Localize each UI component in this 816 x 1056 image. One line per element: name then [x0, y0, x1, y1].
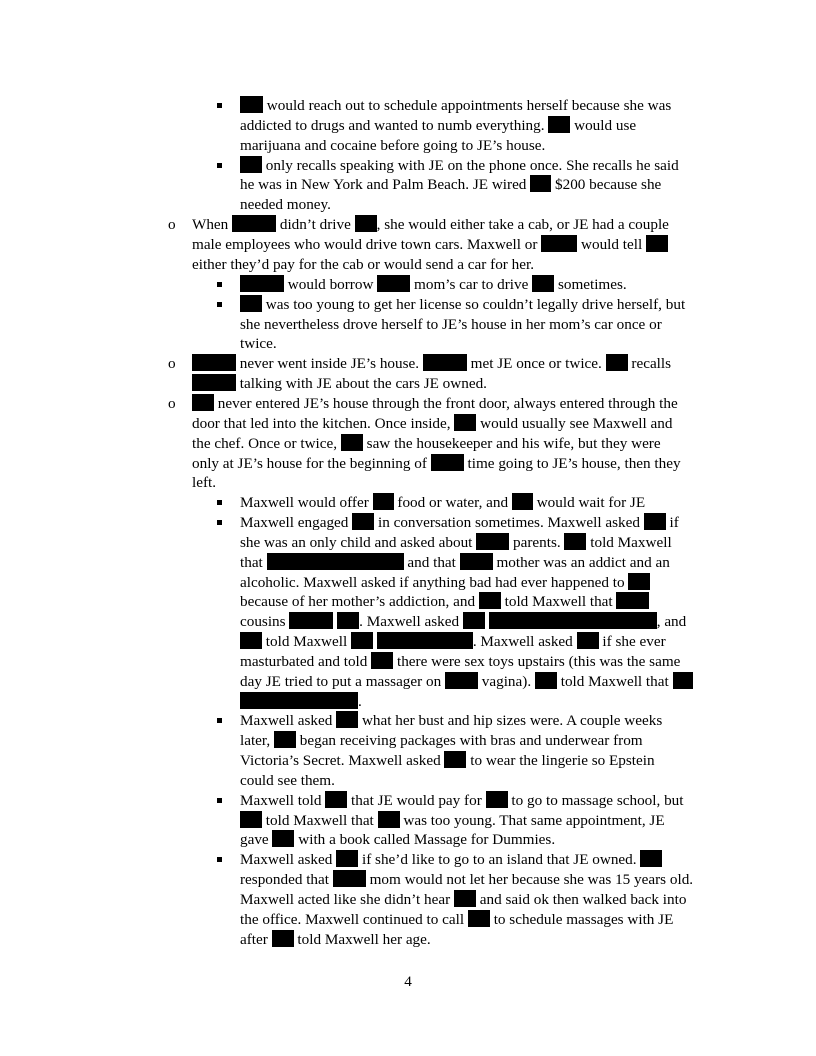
text-line: [240, 513, 679, 533]
text-run: Maxwell would offer: [240, 494, 369, 511]
redaction-bar: [564, 533, 586, 550]
redaction-bar: [267, 553, 404, 570]
text-run: told Maxwell that: [560, 673, 669, 690]
text-line: [192, 215, 669, 235]
text-run: either they’d pay for the cab or would send a car for her.: [192, 256, 534, 273]
redaction-bar: [240, 632, 262, 649]
redaction-bar: [240, 811, 262, 828]
hollow-circle-bullet-icon: o: [168, 395, 176, 412]
redaction-bar: [616, 592, 649, 609]
text-run: needed money.: [240, 196, 331, 213]
text-run: Maxwell asked: [240, 712, 333, 729]
text-line: [240, 811, 665, 831]
text-run: told Maxwell that: [504, 593, 613, 610]
text-line: [240, 652, 680, 672]
redaction-bar: [489, 612, 657, 629]
text-run: would wait for JE: [536, 494, 646, 511]
redaction-bar: [454, 890, 476, 907]
text-run: because of her mother’s addiction, and: [240, 593, 476, 610]
text-run: would borrow: [287, 276, 374, 293]
text-run: told Maxwell: [265, 633, 348, 650]
square-bullet-icon: [217, 500, 222, 505]
text-run: cousins: [240, 613, 286, 630]
redaction-bar: [371, 652, 393, 669]
text-line: [240, 850, 662, 870]
redaction-bar: [336, 711, 358, 728]
redaction-bar: [240, 692, 358, 709]
text-line: [240, 692, 362, 712]
text-run: and said ok then walked back into: [479, 891, 687, 908]
redaction-bar: [673, 672, 693, 689]
text-run: didn’t drive: [279, 216, 351, 233]
text-run: , she would either take a cab, or JE had a couple: [376, 216, 669, 233]
text-line: [240, 175, 661, 195]
redaction-bar: [454, 414, 476, 431]
redaction-bar: [352, 513, 374, 530]
text-run: masturbated and told: [240, 653, 368, 670]
redaction-bar: [325, 791, 347, 808]
text-run: time going to JE’s house, then they: [467, 455, 681, 472]
text-run: saw the housekeeper and his wife, but they were: [366, 435, 661, 452]
text-run: she was an only child and asked about: [240, 534, 473, 551]
text-run: met JE once or twice.: [470, 355, 602, 372]
text-run: would usually see Maxwell and: [480, 415, 673, 432]
text-run: what her bust and hip sizes were. A couple weeks: [361, 712, 663, 729]
text-run: .: [358, 693, 362, 710]
redaction-bar: [377, 275, 410, 292]
text-run: Maxwell told: [240, 792, 322, 809]
text-run: that: [240, 554, 263, 571]
text-run: was too young to get her license so couldn’t legally drive herself, but: [265, 296, 686, 313]
text-line: [240, 493, 645, 513]
text-run: day JE tried to put a massager on: [240, 673, 442, 690]
text-line: [192, 374, 487, 394]
text-run: mom’s car to drive: [414, 276, 529, 293]
text-line: [240, 890, 686, 910]
text-line: [240, 136, 545, 156]
text-line: [192, 414, 672, 434]
text-run: . Maxwell asked: [359, 613, 460, 630]
text-run: with a book called Massage for Dummies.: [298, 831, 556, 848]
square-bullet-icon: [217, 798, 222, 803]
text-run: twice.: [240, 335, 277, 352]
redaction-bar: [240, 96, 263, 113]
text-line: [192, 255, 534, 275]
text-run: later,: [240, 732, 271, 749]
text-run: began receiving packages with bras and underwear from: [299, 732, 643, 749]
text-run: if she ever: [602, 633, 666, 650]
text-line: [240, 295, 685, 315]
redaction-bar: [240, 275, 284, 292]
redaction-bar: [512, 493, 533, 510]
text-run: Victoria’s Secret. Maxwell asked: [240, 752, 441, 769]
redaction-bar: [337, 612, 359, 629]
hollow-circle-bullet-icon: o: [168, 355, 176, 372]
redaction-bar: [272, 930, 294, 947]
square-bullet-icon: [217, 718, 222, 723]
text-line: [240, 96, 671, 116]
redaction-bar: [468, 910, 490, 927]
text-run: talking with JE about the cars JE owned.: [239, 375, 487, 392]
text-run: Maxwell engaged: [240, 514, 349, 531]
text-line: [240, 592, 649, 612]
redaction-bar: [486, 791, 508, 808]
redaction-bar: [646, 235, 668, 252]
text-line: [192, 454, 681, 474]
text-run: food or water, and: [397, 494, 509, 511]
text-line: [240, 156, 679, 176]
text-run: , and: [656, 613, 687, 630]
text-run: mom would not let her because she was 15 years old.: [369, 871, 694, 888]
redaction-bar: [460, 553, 493, 570]
text-line: [240, 632, 666, 652]
text-line: [240, 195, 331, 215]
text-line: [240, 553, 670, 573]
text-line: [240, 930, 431, 950]
redaction-bar: [532, 275, 554, 292]
text-run: When: [192, 216, 229, 233]
text-line: [192, 434, 661, 454]
redaction-bar: [351, 632, 373, 649]
text-run: to schedule massages with JE: [493, 911, 674, 928]
text-run: told Maxwell her age.: [297, 931, 431, 948]
square-bullet-icon: [217, 163, 222, 168]
text-line: [240, 751, 655, 771]
text-line: [240, 275, 627, 295]
text-run: that JE would pay for: [351, 792, 482, 809]
text-line: [240, 573, 650, 593]
redaction-bar: [377, 632, 473, 649]
text-line: [240, 870, 693, 890]
text-run: responded that: [240, 871, 329, 888]
redaction-bar: [445, 672, 478, 689]
redaction-bar: [240, 295, 262, 312]
text-line: [240, 533, 672, 553]
text-run: . Maxwell asked: [472, 633, 573, 650]
text-run: he was in New York and Palm Beach. JE wired: [240, 176, 527, 193]
square-bullet-icon: [217, 302, 222, 307]
text-line: [192, 354, 671, 374]
text-run: to go to massage school, but: [511, 792, 684, 809]
text-run: left.: [192, 474, 217, 491]
text-run: Maxwell acted like she didn’t hear: [240, 891, 451, 908]
text-run: told Maxwell: [590, 534, 672, 551]
text-line: [240, 731, 643, 751]
hollow-circle-bullet-icon: o: [168, 216, 176, 233]
redaction-bar: [192, 354, 236, 371]
text-line: [192, 473, 216, 493]
text-run: addicted to drugs and wanted to numb everything.: [240, 117, 545, 134]
redaction-bar: [378, 811, 400, 828]
text-run: in conversation sometimes. Maxwell asked: [377, 514, 640, 531]
text-run: would use: [574, 117, 637, 134]
text-run: after: [240, 931, 268, 948]
text-run: gave: [240, 831, 269, 848]
text-run: she nevertheless drove herself to JE’s house in her mom’s car once or: [240, 316, 662, 333]
redaction-bar: [240, 156, 262, 173]
redaction-bar: [423, 354, 467, 371]
text-run: sometimes.: [557, 276, 627, 293]
text-run: only at JE’s house for the beginning of: [192, 455, 427, 472]
text-line: [192, 394, 678, 414]
text-run: there were sex toys upstairs (this was the same: [396, 653, 681, 670]
text-run: the chef. Once or twice,: [192, 435, 338, 452]
text-line: [192, 235, 668, 255]
text-run: could see them.: [240, 772, 335, 789]
redaction-bar: [355, 215, 377, 232]
redaction-bar: [535, 672, 557, 689]
redaction-bar: [272, 830, 294, 847]
square-bullet-icon: [217, 857, 222, 862]
redaction-bar: [530, 175, 551, 192]
text-line: [240, 910, 673, 930]
text-run: would tell: [581, 236, 643, 253]
text-run: male employees who would drive town cars. Maxwell or: [192, 236, 538, 253]
redaction-bar: [628, 573, 650, 590]
text-line: [240, 334, 277, 354]
redaction-bar: [192, 374, 236, 391]
page-number: 4: [404, 973, 412, 990]
text-run: marijuana and cocaine before going to JE’s house.: [240, 137, 546, 154]
text-run: if: [669, 514, 679, 531]
redaction-bar: [289, 612, 333, 629]
square-bullet-icon: [217, 282, 222, 287]
square-bullet-icon: [217, 520, 222, 525]
redaction-bar: [548, 116, 570, 133]
redaction-bar: [192, 394, 214, 411]
text-line: [240, 612, 686, 632]
redaction-bar: [476, 533, 509, 550]
text-run: Maxwell asked: [240, 851, 333, 868]
text-line: [240, 830, 555, 850]
redaction-bar: [541, 235, 577, 252]
text-run: never went inside JE’s house.: [239, 355, 420, 372]
redaction-bar: [606, 354, 628, 371]
text-run: never entered JE’s house through the front door, always entered through the: [217, 395, 678, 412]
redaction-bar: [336, 850, 358, 867]
redaction-bar: [373, 493, 394, 510]
redaction-bar: [431, 454, 464, 471]
text-run: was too young. That same appointment, JE: [403, 812, 665, 829]
redaction-bar: [640, 850, 662, 867]
text-run: recalls: [631, 355, 672, 372]
text-run: only recalls speaking with JE on the phone once. She recalls he said: [265, 157, 679, 174]
text-line: [240, 315, 662, 335]
text-run: to wear the lingerie so Epstein: [470, 752, 655, 769]
text-line: [240, 672, 693, 692]
text-run: vagina).: [481, 673, 532, 690]
text-run: would reach out to schedule appointments herself because she was: [266, 97, 672, 114]
text-run: mother was an addict and an: [496, 554, 670, 571]
text-run: $200 because she: [555, 176, 662, 193]
text-line: [240, 771, 335, 791]
redaction-bar: [479, 592, 501, 609]
square-bullet-icon: [217, 103, 222, 108]
text-run: parents.: [513, 534, 561, 551]
text-run: the office. Maxwell continued to call: [240, 911, 465, 928]
text-run: told Maxwell that: [265, 812, 374, 829]
redaction-bar: [232, 215, 276, 232]
text-run: and that: [407, 554, 456, 571]
text-line: [240, 791, 683, 811]
redaction-bar: [444, 751, 466, 768]
redaction-bar: [333, 870, 366, 887]
redaction-bar: [341, 434, 363, 451]
redaction-bar: [274, 731, 296, 748]
text-line: [240, 116, 636, 136]
text-line: [240, 711, 662, 731]
redaction-bar: [463, 612, 485, 629]
text-run: if she’d like to go to an island that JE owned.: [361, 851, 637, 868]
redaction-bar: [644, 513, 666, 530]
text-run: door that led into the kitchen. Once inside,: [192, 415, 451, 432]
text-run: alcoholic. Maxwell asked if anything bad had ever happened to: [240, 574, 625, 591]
redaction-bar: [577, 632, 599, 649]
